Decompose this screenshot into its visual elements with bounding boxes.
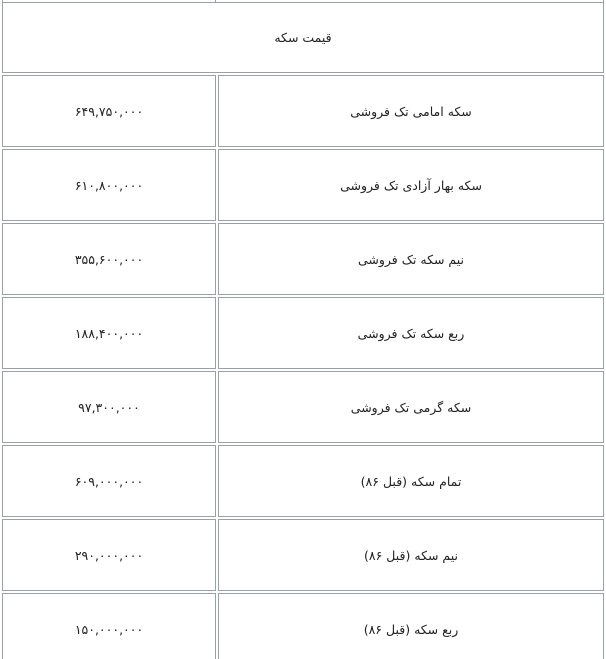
coin-price: ۳۵۵,۶۰۰,۰۰۰: [2, 223, 216, 295]
table-title: قیمت سکه: [2, 2, 604, 73]
coin-name: سکه گرمی تک فروشی: [218, 371, 604, 443]
table-row: [2, 223, 604, 295]
table-row: [2, 371, 604, 443]
table-row: [2, 75, 604, 147]
coin-name: ربع سکه تک فروشی: [218, 297, 604, 369]
coin-price: ۹۷,۳۰۰,۰۰۰: [2, 371, 216, 443]
coin-price: ۱۸۸,۴۰۰,۰۰۰: [2, 297, 216, 369]
coin-name: تمام سکه (قبل ۸۶): [218, 445, 604, 517]
coin-name: سکه امامی تک فروشی: [218, 75, 604, 147]
coin-price: ۶۰۹,۰۰۰,۰۰۰: [2, 445, 216, 517]
table-row: [2, 149, 604, 221]
coin-price: ۱۵۰,۰۰۰,۰۰۰: [2, 593, 216, 659]
table-header-row: [2, 2, 604, 73]
coin-name: ربع سکه (قبل ۸۶): [218, 593, 604, 659]
coin-name: سکه بهار آزادی تک فروشی: [218, 149, 604, 221]
table-row: [2, 593, 604, 659]
coin-price: ۲۹۰,۰۰۰,۰۰۰: [2, 519, 216, 591]
coin-price: ۶۱۰,۸۰۰,۰۰۰: [2, 149, 216, 221]
table-row: [2, 445, 604, 517]
table-row: [2, 297, 604, 369]
coin-price: ۶۴۹,۷۵۰,۰۰۰: [2, 75, 216, 147]
table-row: [2, 519, 604, 591]
coin-name: نیم سکه تک فروشی: [218, 223, 604, 295]
coin-name: نیم سکه (قبل ۸۶): [218, 519, 604, 591]
